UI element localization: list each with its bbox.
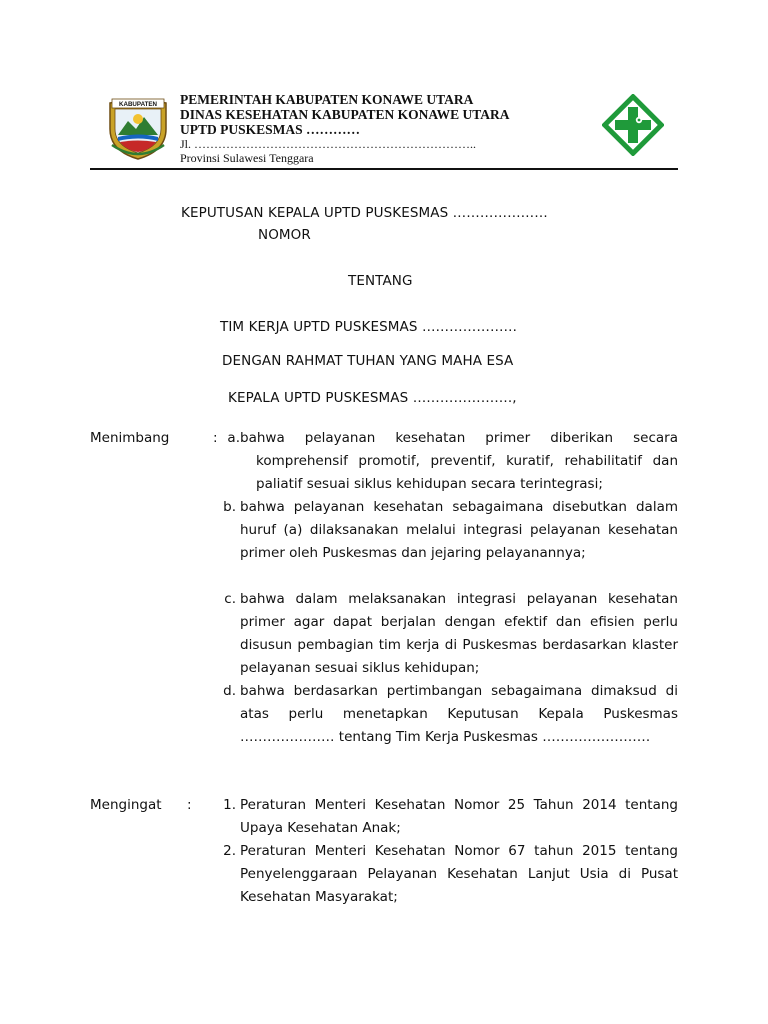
- menimbang-label: Menimbang: [90, 430, 170, 446]
- menimbang-item: [212, 496, 678, 565]
- menimbang-item-text: bahwa pelayanan kesehatan sebagaimana disebutkan dalam huruf (a) dilaksanakan melalui integrasi pelayanan kesehatan primer oleh Puskesmas dan jejaring pelayanannya;: [240, 499, 678, 561]
- mengingat-item-text: Peraturan Menteri Kesehatan Nomor 25 Tahun 2014 tentang Upaya Kesehatan Anak;: [240, 797, 678, 836]
- letterhead-address: Jl. ……………………………………………………………..: [180, 137, 477, 151]
- menimbang-item-marker: c.: [224, 591, 236, 607]
- logo-left-text: KABUPATEN: [119, 101, 157, 108]
- menimbang-colon: :: [213, 430, 218, 446]
- mengingat-label: Mengingat: [90, 797, 162, 813]
- decree-invocation: DENGAN RAHMAT TUHAN YANG MAHA ESA: [222, 353, 514, 369]
- menimbang-item-text: bahwa pelayanan kesehatan primer diberikan secara komprehensif promotif, preventif, kuratif, rehabilitatif dan paliatif sesuai siklus kehidupan secara terintegrasi;: [240, 430, 678, 492]
- letterhead-text: [180, 92, 510, 165]
- menimbang-item-text: bahwa dalam melaksanakan integrasi pelayanan kesehatan primer agar dapat berjalan dengan efektif dan efisien perlu disusun pembagian tim kerja di Puskesmas berdasarkan klaster pelayanan sesuai siklus kehidupan;: [240, 591, 678, 676]
- letterhead-government: PEMERINTAH KABUPATEN KONAWE UTARA: [180, 92, 474, 107]
- menimbang-item-text: bahwa berdasarkan pertimbangan sebagaimana dimaksud di atas perlu menetapkan Keputusan Kepala Puskesmas ………………… tentang Tim Kerja Puskesmas ……………………: [240, 683, 678, 745]
- menimbang-item: [216, 427, 678, 496]
- mengingat-item: [212, 794, 678, 840]
- decree-issuer: KEPALA UPTD PUSKESMAS ………………….,: [228, 390, 517, 406]
- menimbang-item-marker: d.: [223, 683, 236, 699]
- menimbang-item-marker: a.: [227, 430, 240, 446]
- mengingat-item: [212, 840, 678, 909]
- menimbang-item: [212, 588, 678, 680]
- decree-subject: TIM KERJA UPTD PUSKESMAS …………………: [220, 319, 518, 335]
- letterhead: [90, 92, 678, 170]
- mengingat-item-text: Peraturan Menteri Kesehatan Nomor 67 tahun 2015 tentang Penyelenggaraan Pelayanan Kesehatan Lanjut Usia di Pusat Kesehatan Masyarakat;: [240, 843, 678, 905]
- letterhead-province: Provinsi Sulawesi Tenggara: [180, 151, 314, 165]
- letterhead-divider: [90, 168, 678, 170]
- decree-about-label: TENTANG: [348, 273, 413, 289]
- letterhead-puskesmas: UPTD PUSKESMAS …………: [180, 122, 361, 137]
- regency-emblem-icon: [106, 95, 170, 161]
- mengingat-item-marker: 1.: [223, 797, 236, 813]
- decree-number-label: NOMOR: [258, 227, 311, 243]
- letterhead-agency: DINAS KESEHATAN KABUPATEN KONAWE UTARA: [180, 107, 510, 122]
- menimbang-item: [212, 680, 678, 749]
- menimbang-item-marker: b.: [223, 499, 236, 515]
- puskesmas-cross-logo-icon: [602, 94, 664, 156]
- decree-title: KEPUTUSAN KEPALA UPTD PUSKESMAS …………………: [181, 205, 548, 221]
- mengingat-colon: :: [187, 797, 192, 813]
- mengingat-item-marker: 2.: [223, 843, 236, 859]
